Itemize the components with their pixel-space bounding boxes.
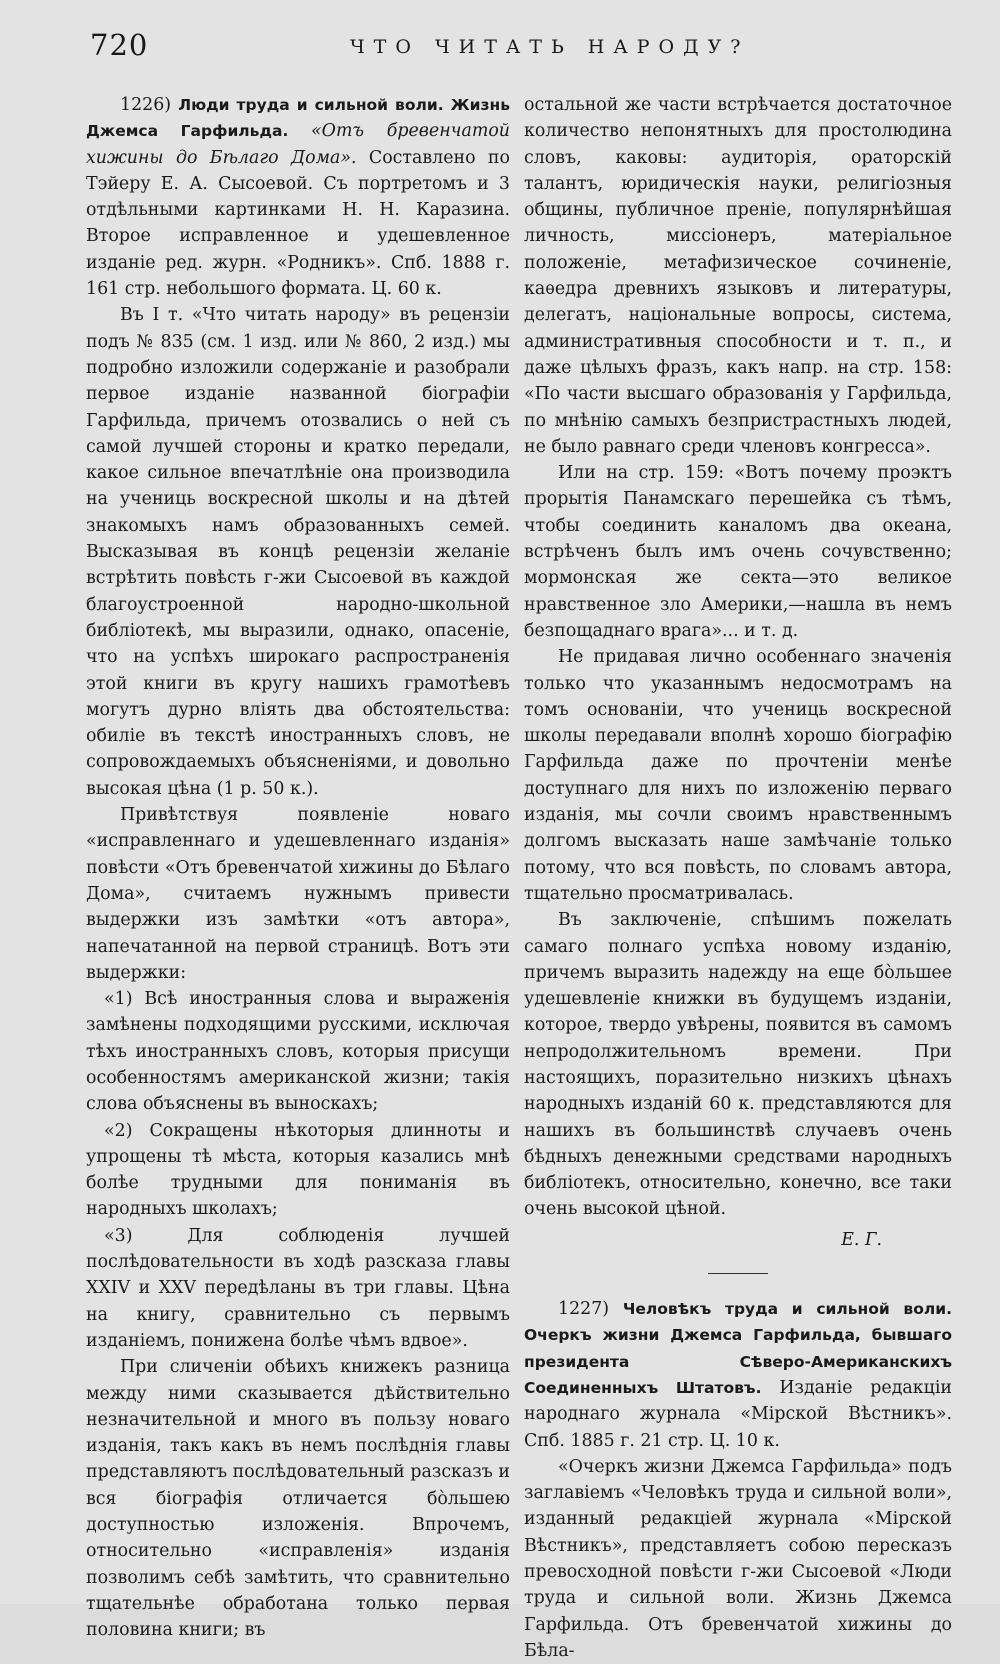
quote-item: «3) Для соблюденія лучшей послѣдовательности въ ходѣ разсказа главы XXIV и XXV передѣланы въ три главы. Цѣна на книгу, сравнительно съ первымъ изданіемъ, понижена болѣе чѣмъ вдвое». xyxy=(86,1225,510,1351)
entry-description: Изданіе редакціи народнаго журнала «Мірской Вѣстникъ». Спб. 1885 г. 21 стр. Ц. 10 к. xyxy=(524,1377,953,1451)
paragraph: Въ I т. «Что читать народу» въ рецензіи подъ № 835 (см. 1 изд. или № 860, 2 изд.) мы подробно изложили содержаніе и разобрали первое изданіе названной біографіи Гарфильда, причемъ отозвались о ней съ самой лучшей стороны и кратко передали, какое сильное впечатлѣніе она производила на учениць воскресной школы и на дѣтей знакомыхъ намъ образованныхъ семей. Высказывая въ концѣ рецензіи желаніе встрѣтить повѣсть г-жи Сысоевой въ каждой благоустроенной народно-школьной библіотекѣ, мы выразили, однако, опасеніе, что на успѣхъ широкаго распространенія этой книги въ кругу нашихъ грамотѣевъ могутъ дурно вліять два обстоятельства: обиліе въ текстѣ иностранныхъ словъ, не сопровождаемыхъ объясненіями, и довольно высокая цѣна (1 р. 50 к.). xyxy=(86,305,510,799)
entry-description: Составлено по Тэйеру Е. А. Сысоевой. Съ портретомъ и 3 отдѣльными картинками Н. Н. Каразина. Второе исправленное и удешевленное изданіе ред. журн. «Родникъ». Спб. 1888 г. 161 стр. небольшого формата. Ц. 60 к. xyxy=(86,147,510,300)
paragraph: Или на стр. 159: «Вотъ почему проэктъ прорытія Панамскаго перешейка съ тѣмъ, чтобы соединить каналомъ два океана, встрѣченъ былъ имъ очень сочувственно; мормонская же секта—это великое нравственное зло Америки,—нашла въ немъ безпощаднаго врага»... и т. д. xyxy=(524,463,952,641)
right-column xyxy=(524,92,952,1664)
entry-number: 1226) xyxy=(120,95,172,115)
signature: Е. Г. xyxy=(841,1229,882,1250)
page-number: 720 xyxy=(90,28,149,62)
entry-number: 1227) xyxy=(558,1299,610,1320)
divider xyxy=(708,1273,768,1274)
entry-1227-heading xyxy=(524,1296,952,1454)
paragraph: «Очеркъ жизни Джемса Гарфильда» подъ заглавіемъ «Человѣкъ труда и сильной воли», изданный редакціей журнала «Мірской Вѣстникъ», представляетъ собою пересказъ превосходной повѣсти г-жи Сысоевой «Люди труда и сильной воли. Жизнь Джемса Гарфильда. Отъ бревенчатой хижины до Бѣла- xyxy=(524,1456,952,1661)
left-column xyxy=(86,92,510,1644)
paragraph: Привѣтствуя появленіе новаго «исправленнаго и удешевленнаго изданія» повѣсти «Отъ бревенчатой хижины до Бѣлаго Дома», считаемъ нужнымъ привести выдержки изъ замѣтки «отъ автора», напечатанной на первой страницѣ. Вотъ эти выдержки: xyxy=(86,805,510,983)
paragraph: Не придавая лично особеннаго значенія только что указаннымъ недосмотрамъ на томъ основаніи, что учениць воскресной школы передавали вполнѣ хорошо біографію Гарфильда даже по прочтеніи менѣе доступнаго для нихъ по изложенію перваго изданія, мы сочли своимъ нравственнымъ долгомъ высказать наше замѣчаніе только потому, что вся повѣсть, по словамъ автора, тщательно просматривалась. xyxy=(524,647,952,904)
entry-subtitle: «Отъ бревенчатой хижины до Бѣлаго Дома». xyxy=(86,121,510,168)
entry-title: Человѣкъ труда и сильной воли. Очеркъ жизни Джемса Гарфильда, бывшаго президента Сѣверо-Американскихъ Соединенныхъ Штатовъ. xyxy=(524,1300,952,1397)
paragraph: При сличеніи обѣихъ книжекъ разница между ними сказывается дѣйствительно незначительной и много въ пользу новаго изданія, такъ какъ въ немъ послѣднія главы представляютъ послѣдовательный разсказъ и вся біографія отличается бо̀льшею доступностью изложенія. Впрочемъ, относительно «исправленія» изданія позволимъ себѣ замѣтить, что сравнительно тщательнѣе обработана только первая половина книги; въ xyxy=(86,1357,510,1641)
paragraph: Въ заключеніе, спѣшимъ пожелать самаго полнаго успѣха новому изданію, причемъ выразить надежду на еще бо̀льшее удешевленіе книжки въ будущемъ изданіи, которое, твердо увѣрены, появится въ самомъ непродолжительномъ времени. При настоящихъ, поразительно низкихъ цѣнахъ народныхъ изданій 60 к. представляются для нашихъ въ большинствѣ случаевъ очень бѣдныхъ денежными средствами народныхъ библіотекъ, относительно, конечно, все таки очень высокой цѣной. xyxy=(524,910,952,1220)
entry-1226-heading xyxy=(86,92,510,302)
page-header xyxy=(90,28,940,68)
paragraph-continued: остальной же части встрѣчается достаточное количество непонятныхъ для простолюдина словъ, каковы: аудиторія, ораторскій талантъ, юридическія науки, религіозныя общины, публичное преніе, популярнѣйшая личность, миссіонеръ, матеріальное положеніе, метафизическое сочиненіе, каѳедра древнихъ языковъ и литературы, делегатъ, національные вопросы, система, административныя способности и т. п., и даже цѣлыхъ фразъ, какъ напр. на стр. 158: «По части высшаго образованія у Гарфильда, по мнѣнію самыхъ безпристрастныхъ людей, не было равнаго среди членовъ конгресса». xyxy=(524,95,952,457)
quote-item: «2) Сокращены нѣкоторыя длинноты и упрощены тѣ мѣста, которыя казались мнѣ болѣе трудными для пониманія въ народныхъ школахъ; xyxy=(86,1120,510,1220)
running-title: ЧТО ЧИТАТЬ НАРОДУ? xyxy=(350,36,750,58)
entry-title: Люди труда и сильной воли. Жизнь Джемса Гарфильда. xyxy=(86,96,510,141)
quote-item: «1) Всѣ иностранныя слова и выраженія замѣнены подходящими русскими, исключая тѣхъ иностранныхъ словъ, которыя присущи особенностямъ американской жизни; такія слова объяснены въ выноскахъ; xyxy=(86,989,510,1115)
